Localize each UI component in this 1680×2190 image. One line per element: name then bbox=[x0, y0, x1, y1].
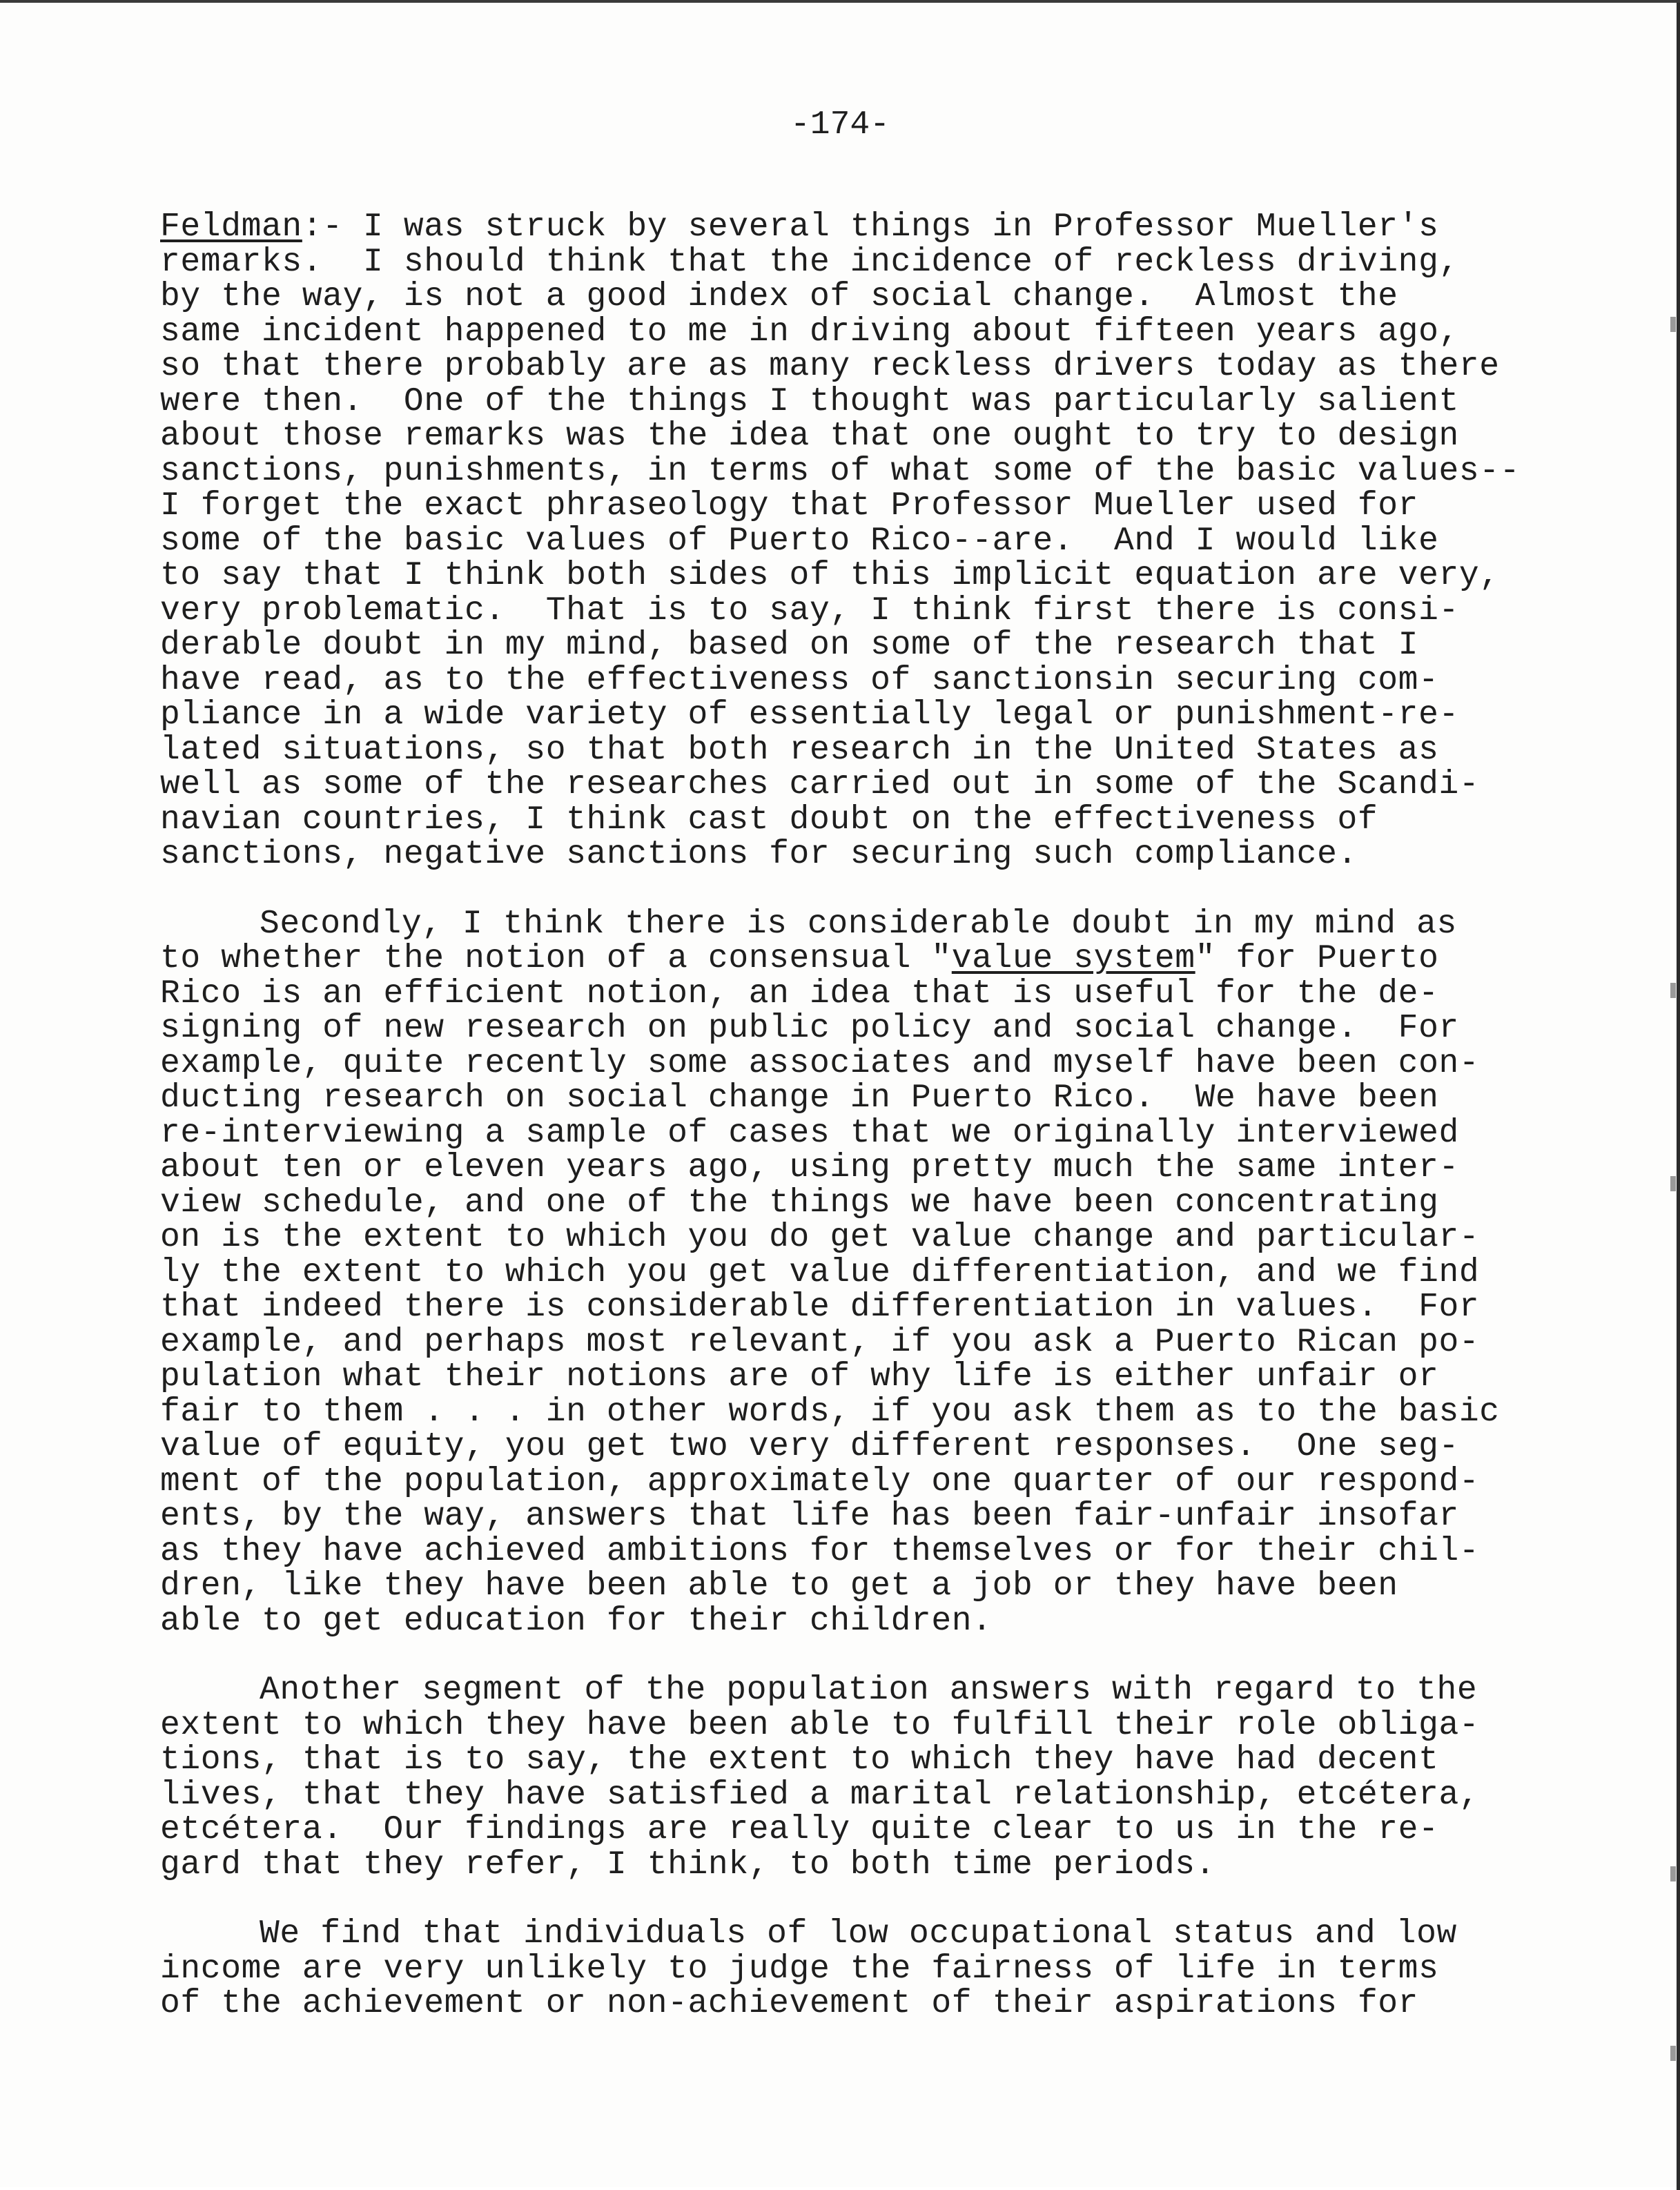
text-line: example, quite recently some associates and myself have been con- bbox=[160, 1044, 1480, 1082]
text-line: signing of new research on public policy and social change. For bbox=[160, 1010, 1459, 1047]
text-line: Another segment of the population answers with regard to the bbox=[260, 1672, 1478, 1709]
text-line: tions, that is to say, the extent to which they have had decent bbox=[160, 1741, 1439, 1779]
text-line: value of equity, you get two very different responses. One seg- bbox=[160, 1428, 1459, 1465]
text-line: view schedule, and one of the things we have been concentrating bbox=[160, 1184, 1439, 1222]
text-line: dren, like they have been able to get a job or they have been bbox=[160, 1567, 1398, 1605]
text-line: pliance in a wide variety of essentially legal or punishment-re- bbox=[160, 696, 1459, 734]
scan-edge-mark bbox=[1670, 1176, 1676, 1191]
scan-edge-mark bbox=[1670, 1866, 1676, 1881]
text-line: about those remarks was the idea that one ought to try to design bbox=[160, 418, 1459, 455]
text-line: lated situations, so that both research in the United States as bbox=[160, 731, 1439, 769]
text-line: ment of the population, approximately one quarter of our respond- bbox=[160, 1463, 1480, 1500]
text-line: pulation what their notions are of why life is either unfair or bbox=[160, 1358, 1439, 1396]
page-number: -174- bbox=[790, 106, 890, 144]
page-edge-shadow bbox=[1677, 3, 1680, 2190]
text-line: on is the extent to which you do get value change and particular- bbox=[160, 1219, 1480, 1256]
text-line: as they have achieved ambitions for themselves or for their chil- bbox=[160, 1532, 1480, 1570]
text-line: some of the basic values of Puerto Rico--are. And I would like bbox=[160, 522, 1439, 560]
text-line: ly the extent to which you get value differentiation, and we find bbox=[160, 1253, 1480, 1291]
text-line: ents, by the way, answers that life has been fair-unfair insofar bbox=[160, 1498, 1459, 1535]
text-line: extent to which they have been able to fulfill their role obliga- bbox=[160, 1706, 1480, 1744]
text-line: ducting research on social change in Puerto Rico. We have been bbox=[160, 1079, 1439, 1117]
text-line: lives, that they have satisfied a marital relationship, etcétera, bbox=[160, 1776, 1480, 1814]
text-line: re-interviewing a sample of cases that we originally interviewed bbox=[160, 1114, 1459, 1152]
text-line: by the way, is not a good index of social change. Almost the bbox=[160, 278, 1398, 315]
text-line: were then. One of the things I thought was particularly salient bbox=[160, 382, 1459, 420]
text-line: about ten or eleven years ago, using pretty much the same inter- bbox=[160, 1149, 1459, 1186]
underlined-term: value system bbox=[951, 940, 1195, 977]
paragraph-3 bbox=[160, 1673, 1541, 1882]
text-line: sanctions, punishments, in terms of what some of the basic values-- bbox=[160, 452, 1521, 490]
text-line: to say that I think both sides of this implicit equation are very, bbox=[160, 557, 1500, 594]
scan-edge-mark bbox=[1670, 317, 1676, 332]
paragraph-2 bbox=[160, 907, 1541, 1639]
text-line: to whether the notion of a consensual "value system" for Puerto bbox=[160, 940, 1439, 977]
text-line: that indeed there is considerable differentiation in values. For bbox=[160, 1289, 1480, 1326]
text-line: sanctions, negative sanctions for securing such compliance. bbox=[160, 836, 1358, 873]
text-line: derable doubt in my mind, based on some of the research that I bbox=[160, 627, 1419, 664]
text-line: navian countries, I think cast doubt on the effectiveness of bbox=[160, 801, 1378, 839]
text-line: income are very unlikely to judge the fairness of life in terms bbox=[160, 1950, 1439, 1988]
text-line: remarks. I should think that the incidence of reckless driving, bbox=[160, 243, 1459, 281]
text-line: gard that they refer, I think, to both time periods. bbox=[160, 1846, 1216, 1884]
scan-edge-mark bbox=[1670, 983, 1676, 998]
text-line: We find that individuals of low occupational status and low bbox=[260, 1915, 1457, 1953]
scan-edge-mark bbox=[1670, 2046, 1676, 2061]
paragraph-1 bbox=[160, 210, 1541, 872]
text-line: fair to them . . . in other words, if you ask them as to the basic bbox=[160, 1393, 1500, 1431]
text-line: etcétera. Our findings are really quite clear to us in the re- bbox=[160, 1811, 1439, 1848]
text-line: so that there probably are as many reckless drivers today as there bbox=[160, 348, 1500, 385]
paragraph-4 bbox=[160, 1917, 1541, 2022]
text-line: example, and perhaps most relevant, if you ask a Puerto Rican po- bbox=[160, 1323, 1480, 1361]
text-line: very problematic. That is to say, I think first there is consi- bbox=[160, 592, 1459, 629]
text-line: same incident happened to me in driving about fifteen years ago, bbox=[160, 313, 1459, 351]
text-line: Rico is an efficient notion, an idea that is useful for the de- bbox=[160, 975, 1439, 1013]
text-line: Feldman:- I was struck by several things in Professor Mueller's bbox=[160, 208, 1439, 246]
speaker-name: Feldman bbox=[160, 208, 302, 246]
text-line: able to get education for their children. bbox=[160, 1602, 993, 1640]
text-line: well as some of the researches carried out in some of the Scandi- bbox=[160, 766, 1480, 803]
text-line: I forget the exact phraseology that Professor Mueller used for bbox=[160, 487, 1419, 525]
text-line: of the achievement or non-achievement of their aspirations for bbox=[160, 1985, 1419, 2022]
transcript-body bbox=[160, 210, 1541, 2022]
text-line: Secondly, I think there is considerable doubt in my mind as bbox=[260, 905, 1457, 943]
text-line: have read, as to the effectiveness of sanctionsin securing com- bbox=[160, 661, 1439, 699]
